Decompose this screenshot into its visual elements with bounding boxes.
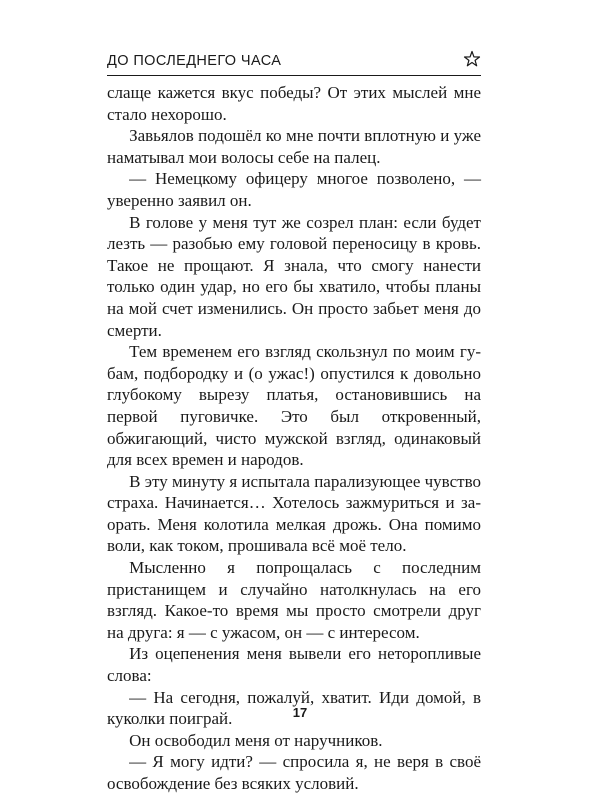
paragraph: В эту минуту я испытала парализующее чувство страха. Начинается… Хотелось зажмуриться и заорать. Меня колотила мелкая дрожь. Она помимо воли, как током, прошивала всё моё тело. [107,471,481,556]
page-number: 17 [292,705,308,720]
running-header-title: ДО ПОСЛЕДНЕГО ЧАСА [107,53,282,69]
paragraph: Он освободил меня от наручников. [129,730,383,750]
paragraph: — Я могу идти? — спросила я, не веря в своё освобождение без всяких условий. [107,752,481,793]
paragraph: слаще кажется вкус победы? От этих мыслей мне стало нехорошо. [107,83,481,124]
paragraph: Из оцепенения меня вывели его неторопливые слова: [107,644,481,686]
running-header [107,52,481,78]
paragraph: Мысленно я попрощалась с последним пристанищем и случайно натолкнулась на его взгляд. Какое-то время мы просто смотрели друг на друга: я — с ужасом, он — с интересом. [107,558,481,642]
paragraph: — На сегодня, пожалуй, хватит. Иди домой, в куколки поиграй. [107,687,481,729]
body-text [107,82,481,795]
star-outline-icon [463,50,481,68]
paragraph: Завьялов подошёл ко мне почти вплотную и уже наматывал мои волосы себе на палец. [107,126,481,167]
header-rule [107,75,481,76]
paragraph: — Немецкому офицеру многое позволено, — уверенно заявил он. [107,169,481,210]
paragraph: Тем временем его взгляд скользнул по моим губам, подбородку и (о ужас!) опустился к довольно глубокому вырезу платья, остановившись на первой пуговичке. Это был откровенный, обжигающий, чисто мужской взгляд, одинаковый для всех времен и народов. [107,342,481,470]
paragraph: В голове у меня тут же созрел план: если будет лезть — разобью ему головой переносицу в кровь. Такое не прощают. Я знала, что смогу нанести только один удар, но его бы хватило, чтобы планы на мой счет изменились. Он просто забьет меня до смерти. [107,212,481,340]
